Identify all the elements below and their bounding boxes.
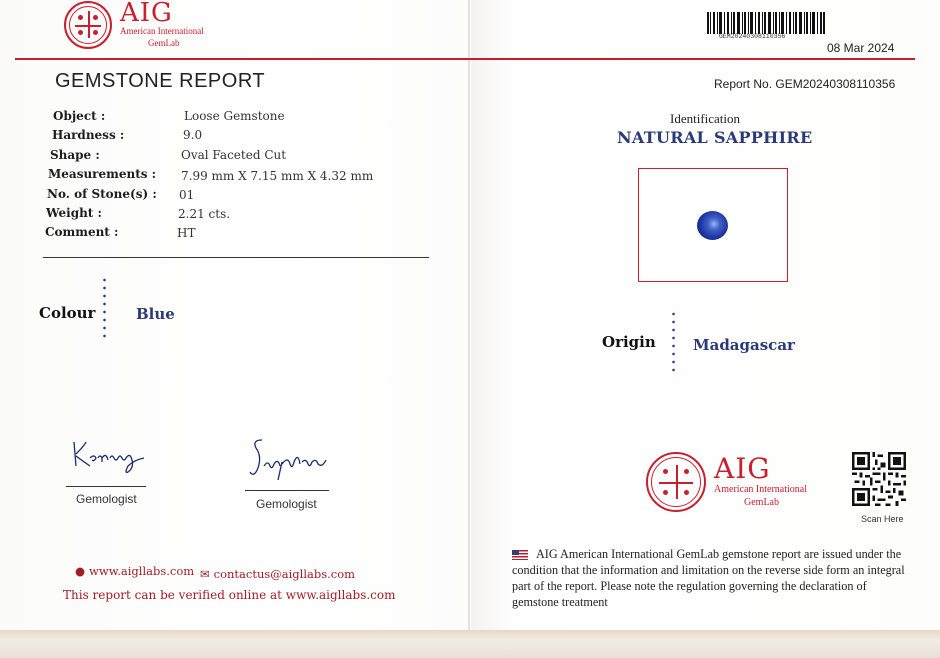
field-value-measurements: 7.99 mm X 7.15 mm X 4.32 mm xyxy=(181,169,374,183)
colour-label: Colour xyxy=(39,304,96,322)
gem-details xyxy=(43,107,443,257)
colour-value: Blue xyxy=(136,305,175,323)
signature-1 xyxy=(70,436,148,476)
field-label-measurements: Measurements : xyxy=(48,167,157,181)
field-value-comment: HT xyxy=(177,226,196,240)
field-value-shape: Oval Faceted Cut xyxy=(181,148,287,162)
aig-logo-header xyxy=(64,0,204,49)
bottom-background xyxy=(0,630,940,658)
sapphire-gem-image xyxy=(697,211,728,240)
qr-code[interactable] xyxy=(852,452,906,506)
aig-logo-footer xyxy=(646,452,807,512)
field-label-weight: Weight : xyxy=(46,206,102,220)
brand-subtitle-footer-1: American International xyxy=(714,484,808,495)
identification-result: NATURAL SAPPHIRE xyxy=(617,128,813,147)
brand-subtitle-1: American International xyxy=(120,26,204,36)
barcode xyxy=(707,12,825,34)
location-pin-icon: ● xyxy=(75,564,86,578)
verify-note: This report can be verified online at www.aigllabs.com xyxy=(63,588,396,602)
header-divider xyxy=(15,58,915,60)
origin-label: Origin xyxy=(602,333,656,351)
signature-2 xyxy=(248,434,330,484)
field-label-object: Object : xyxy=(53,109,106,123)
field-label-stones: No. of Stone(s) : xyxy=(47,187,157,201)
signature-label-1: Gemologist xyxy=(76,492,137,506)
colour-dotted-separator xyxy=(103,276,106,340)
email-link[interactable] xyxy=(200,567,355,581)
signature-label-2: Gemologist xyxy=(256,497,317,511)
brand-name-footer: AIG xyxy=(714,452,771,485)
scan-label: Scan Here xyxy=(861,514,904,524)
field-value-weight: 2.21 cts. xyxy=(178,207,231,221)
origin-value: Madagascar xyxy=(693,336,795,354)
identification-label: Identification xyxy=(670,111,741,126)
website-link[interactable] xyxy=(75,564,194,578)
field-value-stones: 01 xyxy=(179,188,195,202)
brand-subtitle-2: GemLab xyxy=(148,37,180,48)
barcode-number: GEM20240308110356 xyxy=(719,33,786,40)
disclaimer xyxy=(512,546,912,610)
website-text: www.aigllabs.com xyxy=(89,564,195,578)
field-label-comment: Comment : xyxy=(45,225,119,239)
page-title: GEMSTONE REPORT xyxy=(55,70,266,92)
disclaimer-text: AIG American International GemLab gemstone report are issued under the condition that the information and limitation on the reverse side form an integral part of the report. Please note the regulation governing the declaration of gemstone treatment xyxy=(512,547,905,609)
aig-seal-icon-large xyxy=(646,452,706,512)
us-flag-icon xyxy=(512,550,528,560)
gem-photo-frame xyxy=(638,168,788,282)
field-label-shape: Shape : xyxy=(50,148,100,162)
report-number: Report No. GEM20240308110356 xyxy=(714,77,896,91)
details-divider xyxy=(43,257,429,258)
origin-dotted-separator xyxy=(672,310,675,374)
page-fold xyxy=(468,0,470,646)
envelope-icon: ✉ xyxy=(200,567,210,581)
report-date: 08 Mar 2024 xyxy=(827,41,895,55)
signature-line-2 xyxy=(245,490,329,491)
brand-subtitle-footer-2: GemLab xyxy=(744,497,779,508)
email-text: contactus@aigllabs.com xyxy=(213,567,356,581)
field-value-object: Loose Gemstone xyxy=(184,109,285,123)
field-label-hardness: Hardness : xyxy=(52,128,125,142)
aig-seal-icon xyxy=(64,1,112,49)
field-value-hardness: 9.0 xyxy=(183,128,203,142)
brand-name: AIG xyxy=(120,0,173,28)
signature-line-1 xyxy=(66,486,146,487)
